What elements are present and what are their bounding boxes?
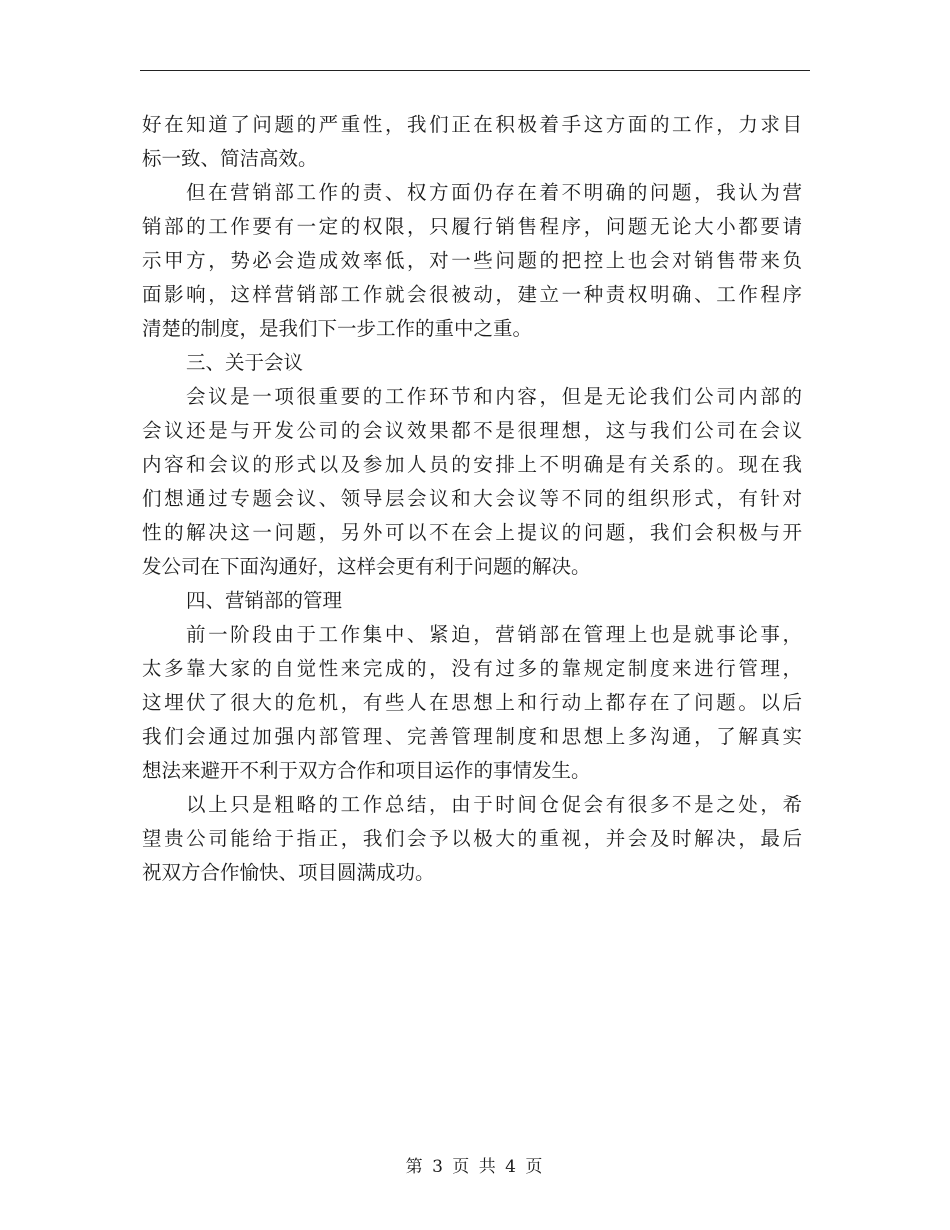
paragraph-continuation bbox=[142, 108, 802, 176]
text-line: 我们会通过加强内部管理、完善管理制度和思想上多沟通，了解真实 bbox=[142, 725, 802, 748]
text-line: 会议是一项很重要的工作环节和内容，但是无论我们公司内部的 bbox=[186, 385, 802, 408]
text-line: 内容和会议的形式以及参加人员的安排上不明确是有关系的。现在我 bbox=[142, 453, 802, 476]
header-rule bbox=[140, 70, 810, 71]
document-body bbox=[142, 108, 802, 890]
text-line: 面影响，这样营销部工作就会很被动，建立一种责权明确、工作程序 bbox=[142, 283, 802, 306]
text-line: 清楚的制度，是我们下一步工作的重中之重。 bbox=[142, 317, 533, 340]
text-line: 标一致、简洁高效。 bbox=[142, 147, 318, 170]
paragraph-management bbox=[142, 618, 802, 788]
text-line: 想法来避开不利于双方合作和项目运作的事情发生。 bbox=[142, 759, 591, 782]
paragraph-closing bbox=[142, 788, 802, 890]
heading-line: 四、营销部的管理 bbox=[186, 589, 343, 612]
paragraph-meetings bbox=[142, 380, 802, 584]
text-line: 发公司在下面沟通好，这样会更有利于问题的解决。 bbox=[142, 555, 591, 578]
heading-line: 三、关于会议 bbox=[186, 351, 304, 374]
text-line: 示甲方，势必会造成效率低，对一些问题的把控上也会对销售带来负 bbox=[142, 249, 802, 272]
text-line: 太多靠大家的自觉性来完成的，没有过多的靠规定制度来进行管理， bbox=[142, 657, 802, 680]
text-line: 这埋伏了很大的危机，有些人在思想上和行动上都存在了问题。以后 bbox=[142, 691, 802, 714]
section-heading-management bbox=[142, 584, 802, 618]
text-line: 性的解决这一问题，另外可以不在会上提议的问题，我们会积极与开 bbox=[142, 521, 802, 544]
page-number: 第 3 页 共 4 页 bbox=[405, 1157, 545, 1177]
text-line: 们想通过专题会议、领导层会议和大会议等不同的组织形式，有针对 bbox=[142, 487, 802, 510]
paragraph-responsibility bbox=[142, 176, 802, 346]
text-line: 但在营销部工作的责、权方面仍存在着不明确的问题，我认为营 bbox=[186, 181, 802, 204]
text-line: 销部的工作要有一定的权限，只履行销售程序，问题无论大小都要请 bbox=[142, 215, 802, 238]
text-line: 会议还是与开发公司的会议效果都不是很理想，这与我们公司在会议 bbox=[142, 419, 802, 442]
text-line: 祝双方合作愉快、项目圆满成功。 bbox=[142, 861, 435, 884]
text-line: 前一阶段由于工作集中、紧迫，营销部在管理上也是就事论事， bbox=[186, 623, 802, 646]
text-line: 以上只是粗略的工作总结，由于时间仓促会有很多不是之处，希 bbox=[186, 793, 802, 816]
section-heading-meetings bbox=[142, 346, 802, 380]
text-line: 好在知道了问题的严重性，我们正在积极着手这方面的工作，力求目 bbox=[142, 113, 802, 136]
text-line: 望贵公司能给于指正，我们会予以极大的重视，并会及时解决，最后 bbox=[142, 827, 802, 850]
